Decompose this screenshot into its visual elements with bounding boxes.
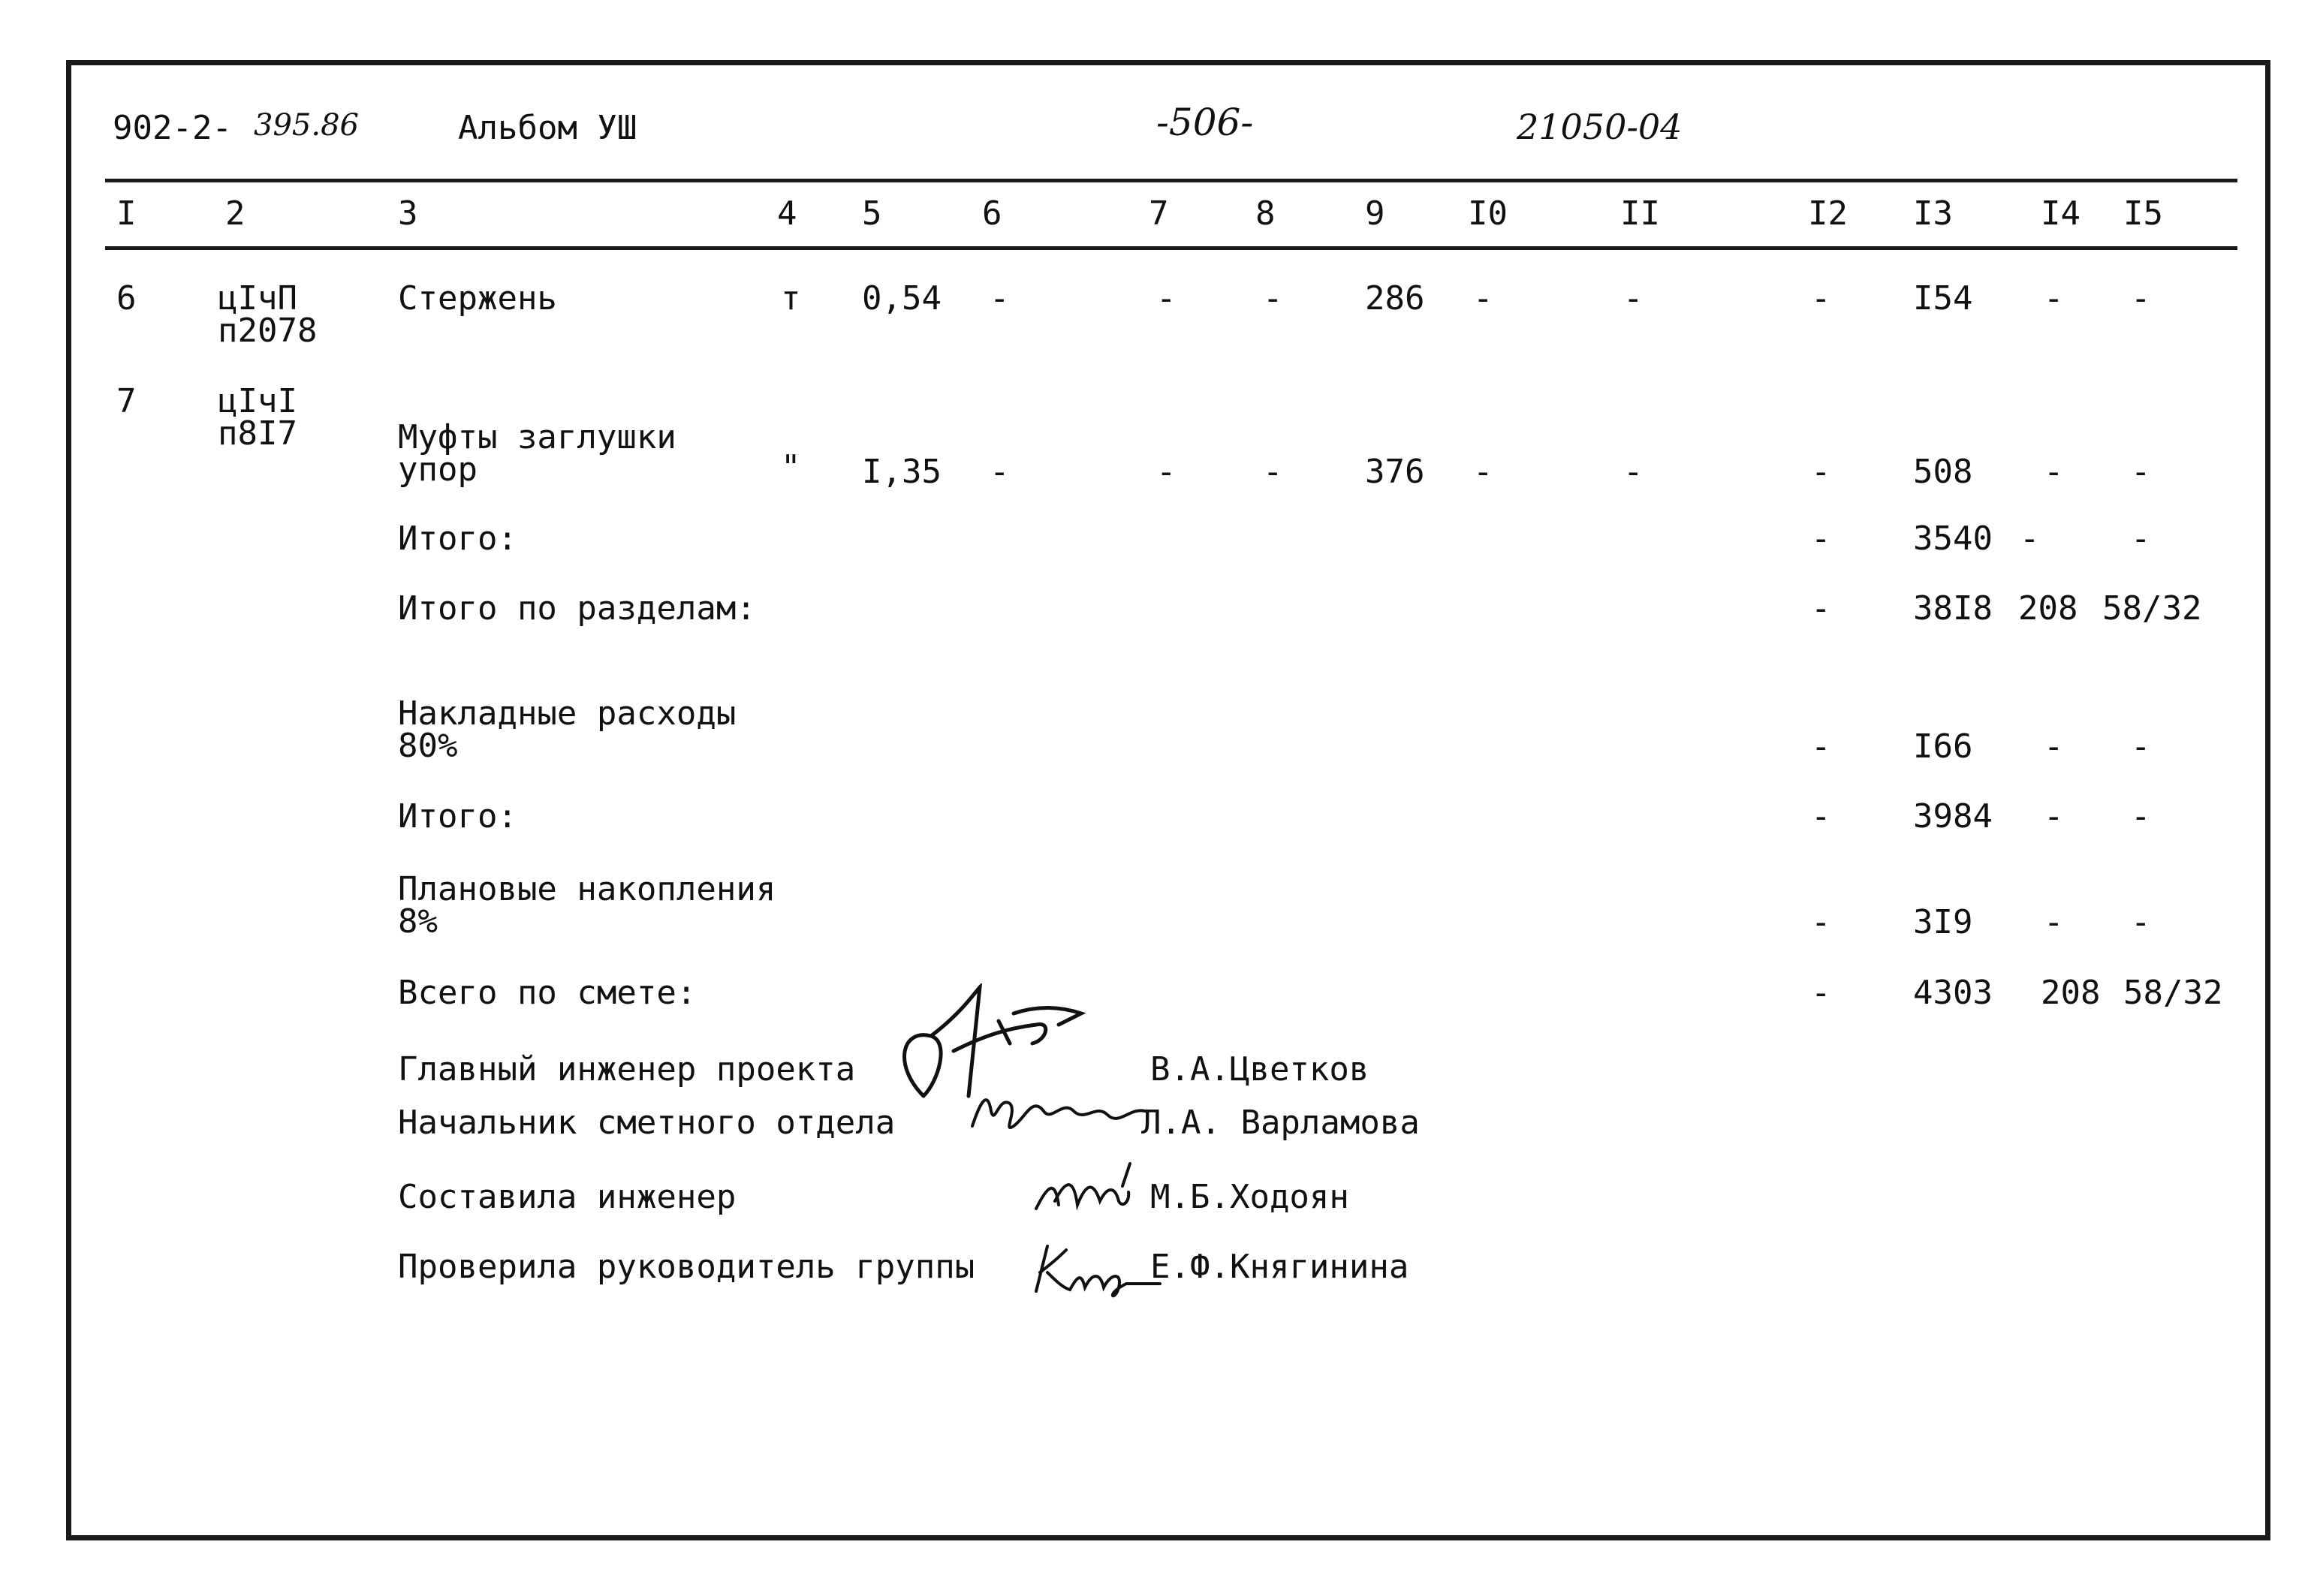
total-col14: 208 xyxy=(2018,589,2078,628)
total-label: Итого: xyxy=(398,797,517,836)
row-name-secondary: упор xyxy=(398,450,478,489)
handwritten-signature xyxy=(1032,1156,1145,1216)
total-col13: 3984 xyxy=(1913,797,1993,836)
col-header-10: I0 xyxy=(1468,194,1508,233)
album-title: Альбом УШ xyxy=(458,109,637,147)
col-header-3: 3 xyxy=(398,194,418,233)
row-col12: - xyxy=(1811,279,1831,318)
total-label: Итого: xyxy=(398,519,517,558)
row-col6: - xyxy=(990,453,1010,491)
row-unit: т xyxy=(781,279,801,318)
total-col13: 38I8 xyxy=(1913,589,1993,628)
signature-name: Е.Ф.Княгинина xyxy=(1150,1248,1409,1286)
header-rule-bottom xyxy=(105,246,2237,250)
total-col12: - xyxy=(1811,797,1831,836)
doc-code-handwritten: 395.86 xyxy=(254,108,359,143)
total-col12: - xyxy=(1811,903,1831,941)
total-col13: 3540 xyxy=(1913,519,1993,558)
page-number: -506- xyxy=(1156,101,1254,144)
total-col14: - xyxy=(2044,727,2064,766)
row-col10: - xyxy=(1473,279,1493,318)
total-col13: 4303 xyxy=(1913,974,1993,1012)
total-label: Итого по разделам: xyxy=(398,589,756,628)
total-col15: 58/32 xyxy=(2123,974,2223,1012)
total-col13: 3I9 xyxy=(1913,903,1973,941)
total-col14: 208 xyxy=(2041,974,2101,1012)
col-header-1: I xyxy=(116,194,137,233)
row-code: цIчI xyxy=(218,382,297,420)
total-col14: - xyxy=(2044,903,2064,941)
total-col12: - xyxy=(1811,727,1831,766)
row-code-secondary: п8I7 xyxy=(218,414,297,453)
row-col5: 0,54 xyxy=(862,279,942,318)
row-number: 7 xyxy=(116,382,137,420)
row-name: Муфты заглушки xyxy=(398,418,676,456)
header-rule-top xyxy=(105,179,2237,182)
total-label-secondary: 80% xyxy=(398,727,458,765)
total-col15: 58/32 xyxy=(2102,589,2202,628)
row-col5: I,35 xyxy=(862,453,942,491)
row-col15: - xyxy=(2131,453,2151,491)
total-col12: - xyxy=(1811,974,1831,1012)
col-header-15: I5 xyxy=(2123,194,2163,233)
row-col8: - xyxy=(1263,453,1283,491)
total-col15: - xyxy=(2131,797,2151,836)
signature-role: Главный инженер проекта xyxy=(398,1050,856,1089)
col-header-6: 6 xyxy=(982,194,1002,233)
col-header-14: I4 xyxy=(2041,194,2081,233)
total-col14: - xyxy=(2020,519,2040,558)
total-col12: - xyxy=(1811,589,1831,628)
row-col14: - xyxy=(2044,453,2064,491)
row-col9: 286 xyxy=(1365,279,1425,318)
total-col15: - xyxy=(2131,727,2151,766)
col-header-9: 9 xyxy=(1365,194,1385,233)
total-col15: - xyxy=(2131,903,2151,941)
row-col7: - xyxy=(1156,279,1177,318)
col-header-7: 7 xyxy=(1149,194,1169,233)
row-col14: - xyxy=(2044,279,2064,318)
signature-name: В.А.Цветков xyxy=(1150,1050,1369,1089)
row-name: Стержень xyxy=(398,279,557,318)
col-header-4: 4 xyxy=(777,194,797,233)
row-col9: 376 xyxy=(1365,453,1425,491)
handwritten-signature xyxy=(969,1081,1149,1141)
signature-name: М.Б.Ходоян xyxy=(1150,1178,1349,1216)
total-label: Накладные расходы xyxy=(398,694,737,733)
row-col7: - xyxy=(1156,453,1177,491)
row-col11: - xyxy=(1623,453,1644,491)
row-code: цIчП xyxy=(218,279,297,318)
col-header-13: I3 xyxy=(1913,194,1953,233)
total-label: Плановые накопления xyxy=(398,870,776,908)
col-header-5: 5 xyxy=(862,194,882,233)
col-header-11: II xyxy=(1620,194,1660,233)
row-col15: - xyxy=(2131,279,2151,318)
signature-role: Составила инженер xyxy=(398,1178,737,1216)
total-col15: - xyxy=(2131,519,2151,558)
row-col8: - xyxy=(1263,279,1283,318)
row-code-secondary: п2078 xyxy=(218,312,318,350)
row-col11: - xyxy=(1623,279,1644,318)
row-number: 6 xyxy=(116,279,137,318)
col-header-12: I2 xyxy=(1808,194,1848,233)
document-number: 21050-04 xyxy=(1517,107,1683,147)
row-col10: - xyxy=(1473,453,1493,491)
total-label: Всего по смете: xyxy=(398,974,697,1012)
total-col13: I66 xyxy=(1913,727,1973,766)
handwritten-signature xyxy=(1029,1231,1164,1299)
signature-role: Начальник сметного отдела xyxy=(398,1104,896,1142)
signature-role: Проверила руководитель группы xyxy=(398,1248,975,1286)
row-col13: 508 xyxy=(1913,453,1973,491)
row-col13: I54 xyxy=(1913,279,1973,318)
row-col12: - xyxy=(1811,453,1831,491)
row-unit: " xyxy=(781,448,801,486)
row-col6: - xyxy=(990,279,1010,318)
col-header-8: 8 xyxy=(1255,194,1276,233)
total-col12: - xyxy=(1811,519,1831,558)
signature-name: Л.А. Варламова xyxy=(1141,1104,1420,1142)
col-header-2: 2 xyxy=(225,194,246,233)
doc-code-prefix: 902-2- xyxy=(113,109,232,147)
total-col14: - xyxy=(2044,797,2064,836)
total-label-secondary: 8% xyxy=(398,902,438,941)
